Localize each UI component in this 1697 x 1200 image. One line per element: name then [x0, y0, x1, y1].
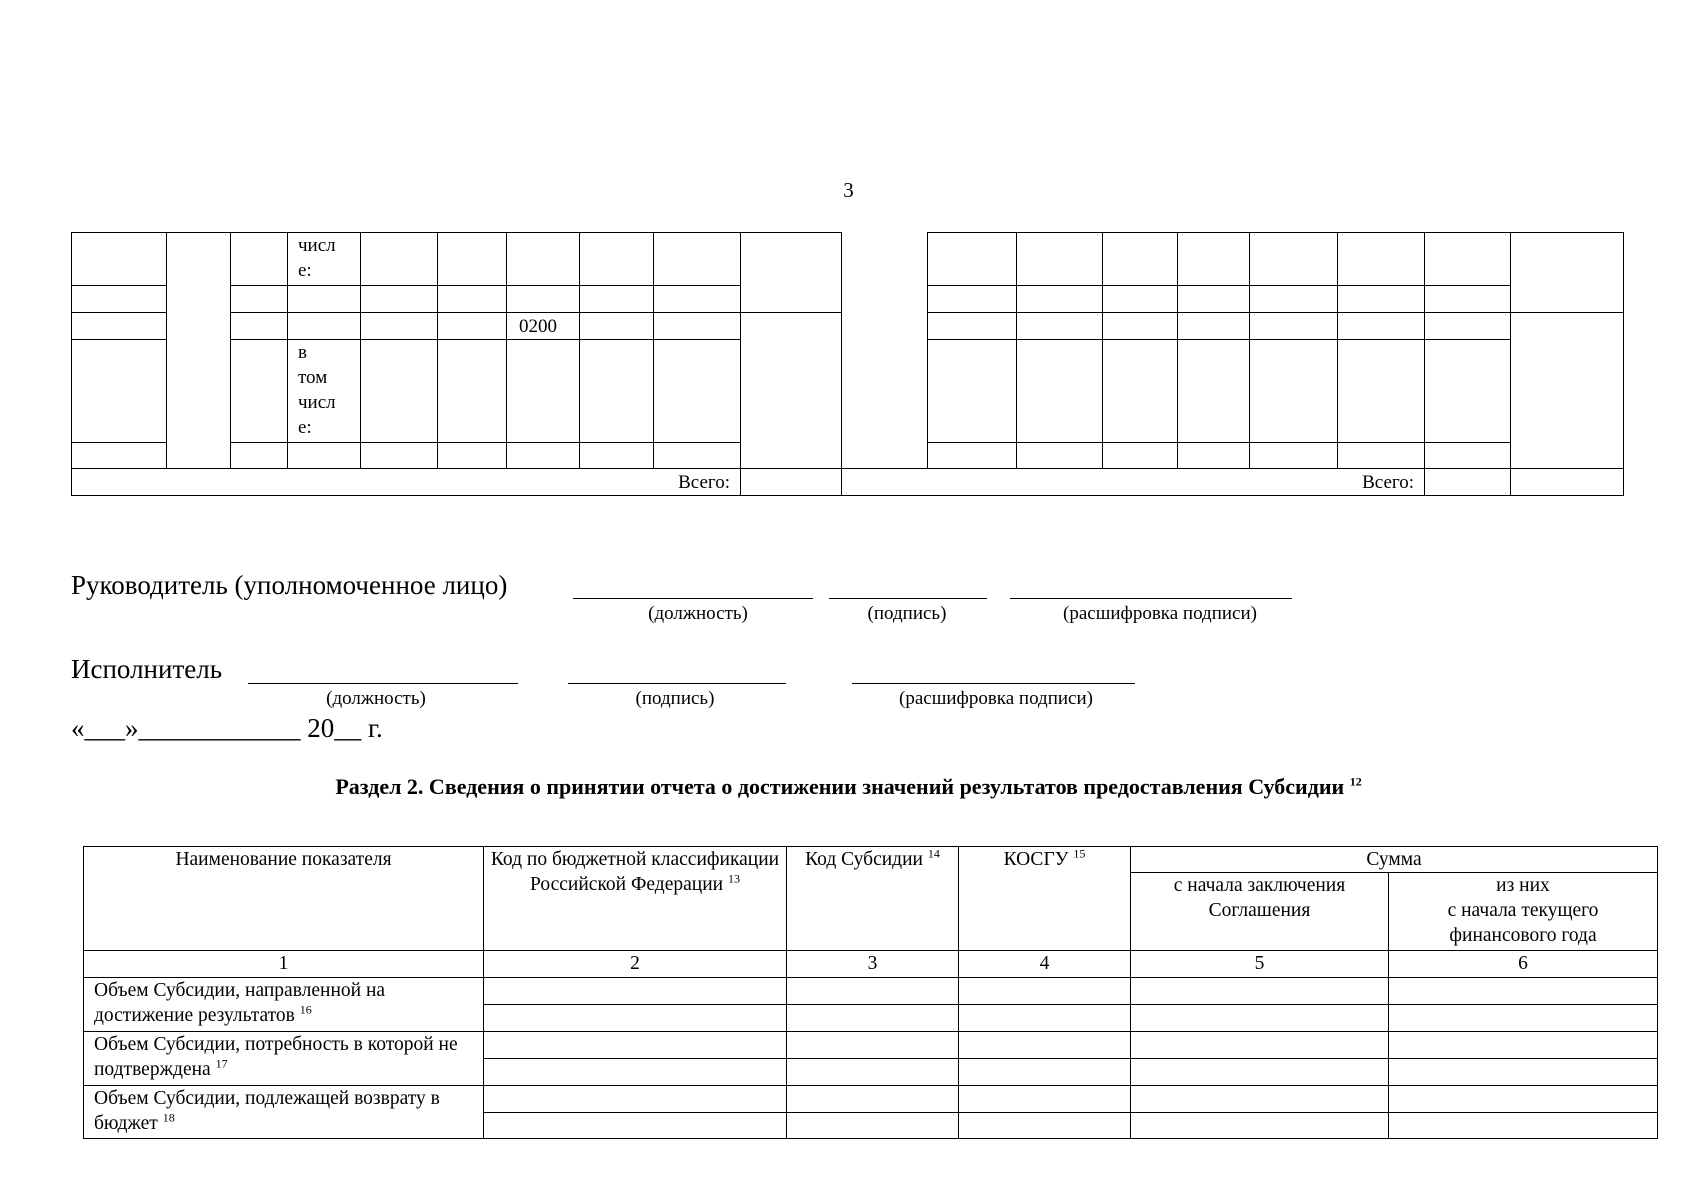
cell [787, 978, 959, 1005]
cell [654, 313, 741, 340]
cell [1017, 443, 1103, 469]
cell [72, 286, 167, 313]
in-number-label: в том числ е: [288, 340, 361, 443]
section-title: Раздел 2. Сведения о принятии отчета о достижении значений результатов предоставления Субсидии $^{12}$ [335, 774, 1362, 799]
cell [361, 286, 438, 313]
footnote-ref: 15 [1073, 846, 1086, 861]
executor-decode-caption: (расшифровка подписи) [899, 688, 1093, 709]
cell [1131, 1086, 1389, 1113]
cell [787, 1059, 959, 1086]
cell [1103, 313, 1178, 340]
cell [1103, 233, 1178, 286]
cell [1511, 313, 1624, 469]
cell [231, 340, 288, 443]
cell [928, 340, 1017, 443]
header-since-year: из них с начала текущего финансового года [1389, 873, 1658, 951]
cell [288, 313, 361, 340]
cell [580, 443, 654, 469]
cell [288, 443, 361, 469]
cell [1178, 443, 1250, 469]
cell [231, 233, 288, 286]
col-number: 4 [959, 951, 1131, 978]
cell [1511, 469, 1624, 496]
cell [231, 313, 288, 340]
cell [484, 1059, 787, 1086]
cell [928, 233, 1017, 286]
cell [1389, 1032, 1658, 1059]
header-kosgu: КОСГУ $^{15}$ [959, 847, 1131, 951]
cell [959, 1059, 1131, 1086]
cell [361, 233, 438, 286]
total-value-right [1425, 469, 1511, 496]
cell [580, 313, 654, 340]
cell [1131, 1113, 1389, 1139]
cell [361, 313, 438, 340]
footnote-ref: 12 [1349, 774, 1362, 789]
code-cell: 0200 [507, 313, 580, 340]
cell [741, 313, 842, 469]
gap [842, 233, 928, 469]
cell [654, 233, 741, 286]
cell [231, 286, 288, 313]
head-label: Руководитель (уполномоченное лицо) [71, 570, 508, 600]
cell [1017, 286, 1103, 313]
head-decode-caption: (расшифровка подписи) [1063, 603, 1257, 624]
cell [1178, 286, 1250, 313]
cell [928, 286, 1017, 313]
col-number: 2 [484, 951, 787, 978]
header-sum: Сумма [1131, 847, 1658, 873]
cell [361, 443, 438, 469]
cell [438, 313, 507, 340]
cell [1338, 233, 1425, 286]
cell [1511, 233, 1624, 313]
footnote-ref: 13 [727, 871, 740, 886]
cell [1338, 286, 1425, 313]
header-since-agreement: с начала заключения Соглашения [1131, 873, 1389, 951]
cell [1389, 1113, 1658, 1139]
cell [1425, 313, 1511, 340]
head-decode-line [1010, 598, 1292, 599]
cell [1131, 1059, 1389, 1086]
cell [1250, 286, 1338, 313]
executor-label: Исполнитель [71, 654, 223, 684]
executor-position-caption: (должность) [326, 688, 426, 709]
cell [654, 340, 741, 443]
in-number-label: числ е: [288, 233, 361, 286]
cell [1017, 233, 1103, 286]
col-number: 1 [84, 951, 484, 978]
row-label: Объем Субсидии, подлежащей возврату в бюджет $^{18}$ [84, 1086, 484, 1139]
cell [1017, 313, 1103, 340]
cell [959, 978, 1131, 1005]
cell [1389, 978, 1658, 1005]
col-number: 3 [787, 951, 959, 978]
cell [1425, 443, 1511, 469]
cell [1178, 233, 1250, 286]
cell [1389, 1086, 1658, 1113]
cell [1103, 286, 1178, 313]
cell [72, 340, 167, 443]
cell [507, 286, 580, 313]
head-signature-line [829, 598, 987, 599]
cell [959, 1032, 1131, 1059]
cell [1103, 443, 1178, 469]
cell [1131, 1032, 1389, 1059]
cell [1425, 233, 1511, 286]
executor-signature-caption: (подпись) [635, 688, 715, 709]
cell [484, 1005, 787, 1032]
cell [288, 286, 361, 313]
footnote-ref: 18 [162, 1110, 175, 1125]
cell [580, 286, 654, 313]
cell [361, 340, 438, 443]
date-line: «___»____________ 20__ г. [71, 713, 383, 743]
cell [1250, 443, 1338, 469]
total-label-right: Всего: [842, 469, 1425, 496]
footnote-ref: 16 [299, 1002, 312, 1017]
cell [787, 1086, 959, 1113]
cell [1250, 340, 1338, 443]
cell [72, 233, 167, 286]
report-table-continuation [71, 232, 1624, 496]
head-position-caption: (должность) [648, 603, 748, 624]
row-label: Объем Субсидии, направленной на достижение результатов $^{16}$ [84, 978, 484, 1032]
cell [507, 340, 580, 443]
row-label: Объем Субсидии, потребность в которой не подтверждена $^{17}$ [84, 1032, 484, 1086]
cell [72, 443, 167, 469]
cell [1103, 340, 1178, 443]
cell [231, 443, 288, 469]
cell [507, 443, 580, 469]
cell [72, 313, 167, 340]
cell [484, 1086, 787, 1113]
executor-decode-line [852, 683, 1135, 684]
head-signature-caption: (подпись) [867, 603, 947, 624]
cell [1250, 313, 1338, 340]
cell [1338, 443, 1425, 469]
cell [438, 340, 507, 443]
page-number: 3 [843, 178, 854, 202]
cell [787, 1113, 959, 1139]
cell [1131, 978, 1389, 1005]
cell [484, 1113, 787, 1139]
cell [1017, 340, 1103, 443]
cell [928, 313, 1017, 340]
cell [787, 1005, 959, 1032]
cell [959, 1005, 1131, 1032]
header-budget-code: Код по бюджетной классификации Российской Федерации $^{13}$ [484, 847, 787, 951]
total-value-left [741, 469, 842, 496]
cell [959, 1086, 1131, 1113]
cell [484, 1032, 787, 1059]
total-label-left: Всего: [72, 469, 741, 496]
cell [167, 233, 231, 469]
col-number: 6 [1389, 951, 1658, 978]
cell [580, 233, 654, 286]
cell [507, 233, 580, 286]
cell [741, 233, 842, 313]
cell [1131, 1005, 1389, 1032]
footnote-ref: 17 [215, 1056, 228, 1071]
cell [1389, 1059, 1658, 1086]
cell [1338, 313, 1425, 340]
cell [1178, 340, 1250, 443]
acceptance-table [83, 846, 1658, 1139]
executor-signature-line [568, 683, 786, 684]
cell [580, 340, 654, 443]
cell [1178, 313, 1250, 340]
cell [438, 443, 507, 469]
cell [1250, 233, 1338, 286]
footnote-ref: 14 [927, 846, 940, 861]
cell [654, 443, 741, 469]
cell [1425, 340, 1511, 443]
executor-position-line [248, 683, 518, 684]
cell [1425, 286, 1511, 313]
cell [959, 1113, 1131, 1139]
cell [928, 443, 1017, 469]
cell [1338, 340, 1425, 443]
header-indicator: Наименование показателя [84, 847, 484, 951]
cell [787, 1032, 959, 1059]
cell [1389, 1005, 1658, 1032]
col-number: 5 [1131, 951, 1389, 978]
cell [484, 978, 787, 1005]
cell [438, 286, 507, 313]
head-position-line [573, 598, 813, 599]
cell [654, 286, 741, 313]
cell [438, 233, 507, 286]
header-subsidy-code: Код Субсидии $^{14}$ [787, 847, 959, 951]
